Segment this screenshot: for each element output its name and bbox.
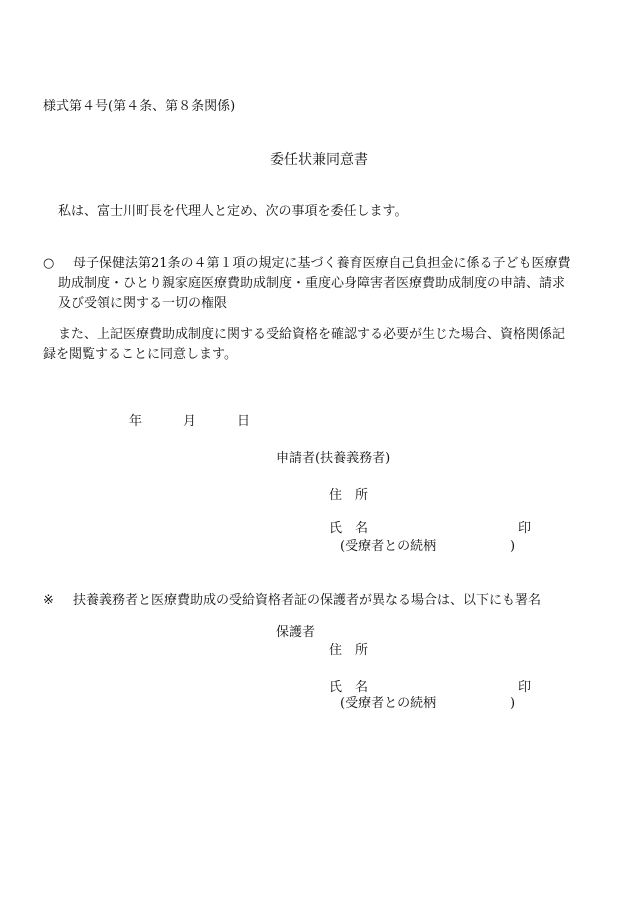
consent-line-2: 録を閲覧することに同意します。 bbox=[43, 347, 237, 362]
applicant-relation-close: ) bbox=[510, 539, 516, 554]
page-title: 委任状兼同意書 bbox=[270, 152, 368, 168]
item-line-2: 助成制度・ひとり親家庭医療費助成制度・重度心身障害者医療費助成制度の申請、請求 bbox=[58, 276, 566, 291]
applicant-heading: 申請者(扶養義務者) bbox=[276, 451, 391, 466]
date-day-label: 日 bbox=[237, 414, 251, 429]
guardian-relation-close: ) bbox=[510, 696, 516, 711]
guardian-address-label: 住 所 bbox=[329, 643, 369, 658]
item-marker: ○ bbox=[43, 256, 55, 271]
applicant-address-label: 住 所 bbox=[329, 488, 369, 503]
consent-line-1: また、上記医療費助成制度に関する受給資格を確認する必要が生じた場合、資格関係記 bbox=[58, 327, 566, 342]
form-number: 様式第４号(第４条、第８条関係) bbox=[43, 99, 236, 114]
item-line-1: 母子保健法第21条の４第１項の規定に基づく養育医療自己負担金に係る子ども医療費 bbox=[73, 256, 571, 271]
applicant-name-label: 氏 名 bbox=[329, 521, 369, 536]
guardian-seal: 印 bbox=[518, 680, 532, 695]
applicant-seal: 印 bbox=[518, 521, 532, 536]
applicant-relation-label: (受療者との続柄 bbox=[340, 539, 437, 554]
item-line-3: 及び受領に関する一切の権限 bbox=[58, 296, 228, 311]
guardian-relation-label: (受療者との続柄 bbox=[340, 696, 437, 711]
delegation-statement: 私は、富士川町長を代理人と定め、次の事項を委任します。 bbox=[58, 204, 408, 219]
date-month-label: 月 bbox=[183, 414, 197, 429]
note-marker: ※ bbox=[43, 593, 54, 608]
guardian-name-label: 氏 名 bbox=[329, 680, 369, 695]
note-text: 扶養義務者と医療費助成の受給資格者証の保護者が異なる場合は、以下にも署名 bbox=[73, 593, 542, 608]
guardian-heading: 保護者 bbox=[276, 625, 316, 640]
date-year-label: 年 bbox=[129, 414, 143, 429]
